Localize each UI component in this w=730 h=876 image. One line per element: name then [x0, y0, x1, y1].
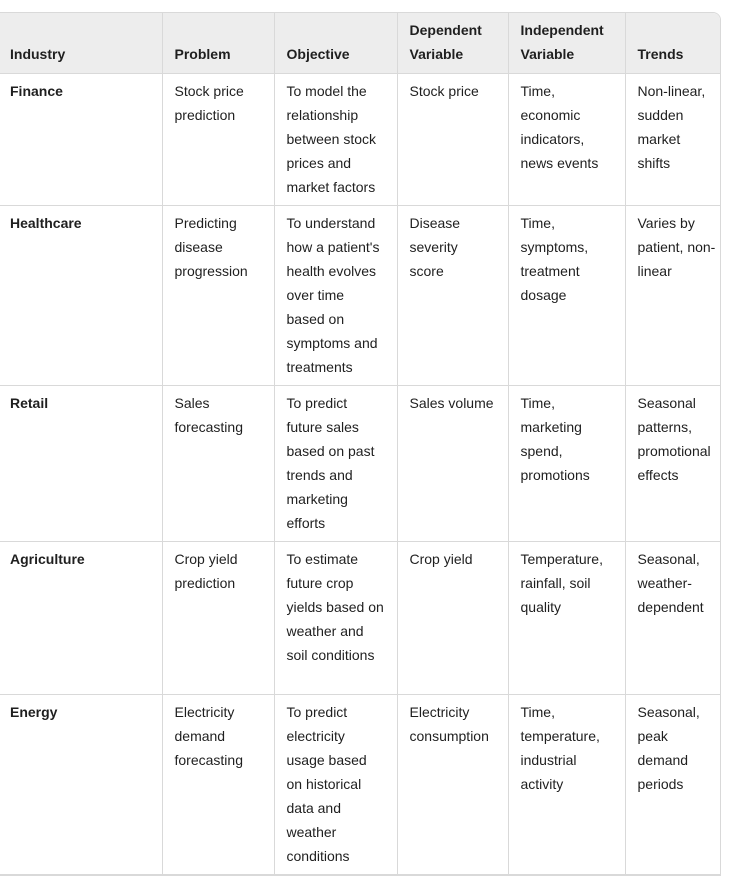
dependent-variable-cell: Sales volume — [397, 386, 508, 542]
independent-variable-cell: Time, economic indicators, news events — [508, 74, 625, 206]
objective-cell: To estimate future crop yields based on weather and soil conditions — [274, 542, 397, 695]
trends-cell: Seasonal, peak demand periods — [625, 695, 720, 875]
objective-cell: To model the relationship between stock prices and market factors — [274, 74, 397, 206]
dependent-variable-cell: Disease severity score — [397, 206, 508, 386]
industry-table — [0, 13, 720, 875]
objective-cell: To predict future sales based on past trends and marketing efforts — [274, 386, 397, 542]
industry-cell: Retail — [0, 386, 162, 542]
independent-variable-cell: Time, temperature, industrial activity — [508, 695, 625, 875]
table-row — [0, 206, 720, 386]
table-row — [0, 542, 720, 695]
industry-cell: Finance — [0, 74, 162, 206]
column-header-trends: Trends — [625, 13, 720, 74]
table-row — [0, 695, 720, 875]
dependent-variable-cell: Stock price — [397, 74, 508, 206]
dependent-variable-cell: Crop yield — [397, 542, 508, 695]
column-header-objective: Objective — [274, 13, 397, 74]
trends-cell: Varies by patient, non-linear — [625, 206, 720, 386]
table-container — [0, 12, 721, 876]
industry-cell: Healthcare — [0, 206, 162, 386]
objective-cell: To predict electricity usage based on historical data and weather conditions — [274, 695, 397, 875]
problem-cell: Electricity demand forecasting — [162, 695, 274, 875]
problem-cell: Sales forecasting — [162, 386, 274, 542]
trends-cell: Seasonal patterns, promotional effects — [625, 386, 720, 542]
trends-cell: Seasonal, weather-dependent — [625, 542, 720, 695]
industry-cell: Agriculture — [0, 542, 162, 695]
independent-variable-cell: Temperature, rainfall, soil quality — [508, 542, 625, 695]
column-header-problem: Problem — [162, 13, 274, 74]
independent-variable-cell: Time, marketing spend, promotions — [508, 386, 625, 542]
problem-cell: Stock price prediction — [162, 74, 274, 206]
table-row — [0, 386, 720, 542]
dependent-variable-cell: Electricity consumption — [397, 695, 508, 875]
problem-cell: Crop yield prediction — [162, 542, 274, 695]
table-row — [0, 74, 720, 206]
column-header-dependent-variable: Dependent Variable — [397, 13, 508, 74]
column-header-independent-variable: Independent Variable — [508, 13, 625, 74]
trends-cell: Non-linear, sudden market shifts — [625, 74, 720, 206]
independent-variable-cell: Time, symptoms, treatment dosage — [508, 206, 625, 386]
objective-cell: To understand how a patient's health evolves over time based on symptoms and treatments — [274, 206, 397, 386]
column-header-industry: Industry — [0, 13, 162, 74]
table-header-row — [0, 13, 720, 74]
problem-cell: Predicting disease progression — [162, 206, 274, 386]
industry-cell: Energy — [0, 695, 162, 875]
